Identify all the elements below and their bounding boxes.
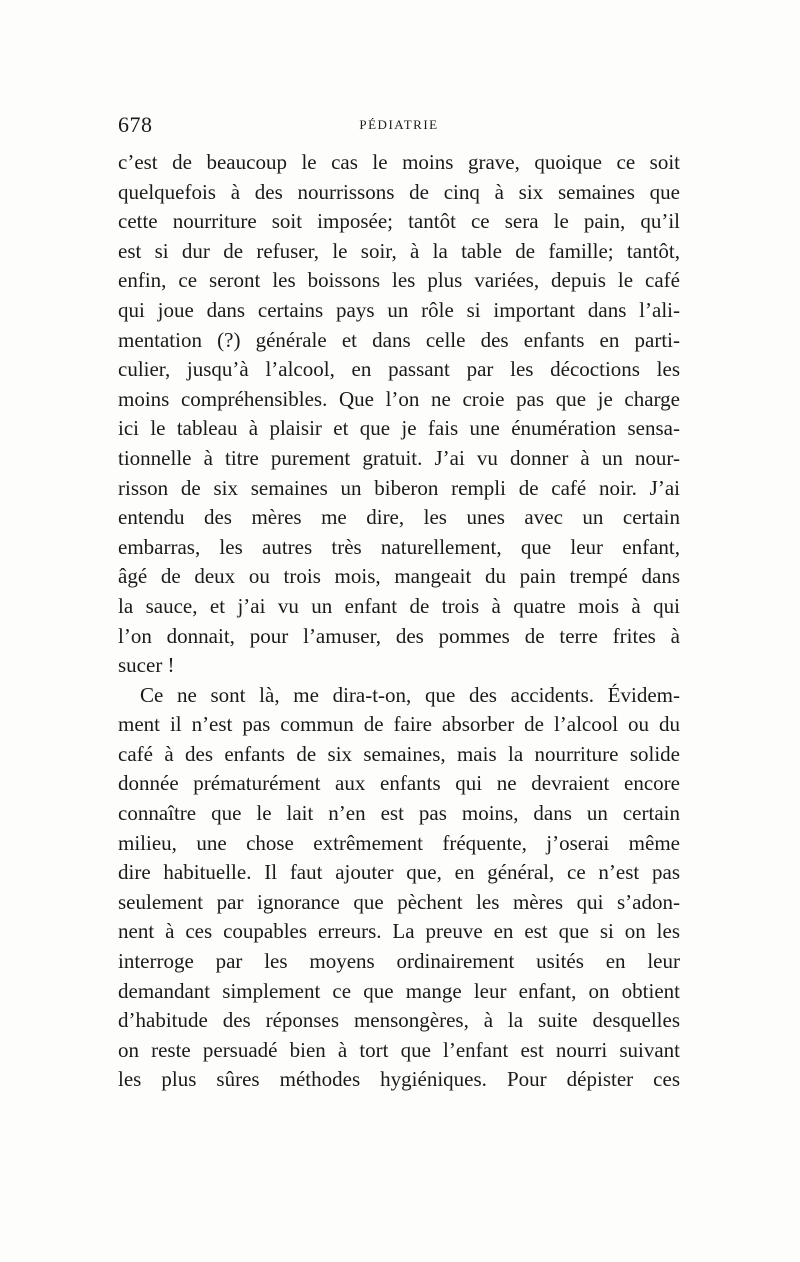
text-line: les plus sûres méthodes hygiéniques. Pour dépister ces [118,1067,680,1092]
text-line: quelquefois à des nourrissons de cinq à six semaines que [118,179,680,204]
text-line: donnée prématurément aux enfants qui ne devraient encore [118,771,680,796]
text-line: embarras, les autres très naturellement, que leur enfant, [118,534,680,559]
text-line: demandant simplement ce que mange leur enfant, on obtient [118,978,680,1003]
text-line: âgé de deux ou trois mois, mangeait du pain trempé dans [118,564,680,589]
text-line: entendu des mères me dire, les unes avec un certain [118,505,680,530]
text-line: c’est de beaucoup le cas le moins grave, quoique ce soit [118,150,680,174]
text-line: la sauce, et j’ai vu un enfant de trois à quatre mois à qui [118,593,680,618]
text-line: d’habitude des réponses mensongères, à la suite desquelles [118,1008,680,1033]
body-text [118,148,680,1095]
text-line: milieu, une chose extrêmement fréquente, j’oserai même [118,830,680,855]
text-line: seulement par ignorance que pèchent les mères qui s’adon- [118,889,680,914]
text-line: dire habituelle. Il faut ajouter que, en général, ce n’est pas [118,860,680,885]
text-line: l’on donnait, pour l’amuser, des pommes de terre frites à [118,623,680,648]
text-line: cette nourriture soit imposée; tantôt ce sera le pain, qu’il [118,209,680,234]
page-number: 678 [118,112,153,137]
text-line: qui joue dans certains pays un rôle si important dans l’ali- [118,297,680,322]
text-line: ment il n’est pas commun de faire absorber de l’alcool ou du [118,712,680,737]
text-line: enfin, ce seront les boissons les plus variées, depuis le café [118,268,680,293]
text-line: tionnelle à titre purement gratuit. J’ai vu donner à un nour- [118,445,680,470]
text-line: interroge par les moyens ordinairement usités en leur [118,949,680,974]
text-line: sucer ! [118,653,175,678]
text-line: mentation (?) générale et dans celle des enfants en parti- [118,327,680,352]
text-line: café à des enfants de six semaines, mais la nourriture solide [118,741,680,766]
text-line: risson de six semaines un biberon rempli de café noir. J’ai [118,475,680,500]
paragraph-first-line: Ce ne sont là, me dira-t-on, que des accidents. Évidem- [140,682,680,707]
running-title: PÉDIATRIE [359,117,439,132]
text-line: on reste persuadé bien à tort que l’enfant est nourri suivant [118,1037,680,1062]
running-head [118,112,680,142]
text-line: est si dur de refuser, le soir, à la table de famille; tantôt, [118,238,680,263]
text-line: connaître que le lait n’en est pas moins, dans un certain [118,801,680,826]
text-line: nent à ces coupables erreurs. La preuve en est que si on les [118,919,680,944]
text-line: ici le tableau à plaisir et que je fais une énumération sensa- [118,416,680,441]
text-line: culier, jusqu’à l’alcool, en passant par les décoctions les [118,357,680,382]
text-line: moins compréhensibles. Que l’on ne croie pas que je charge [118,386,680,411]
